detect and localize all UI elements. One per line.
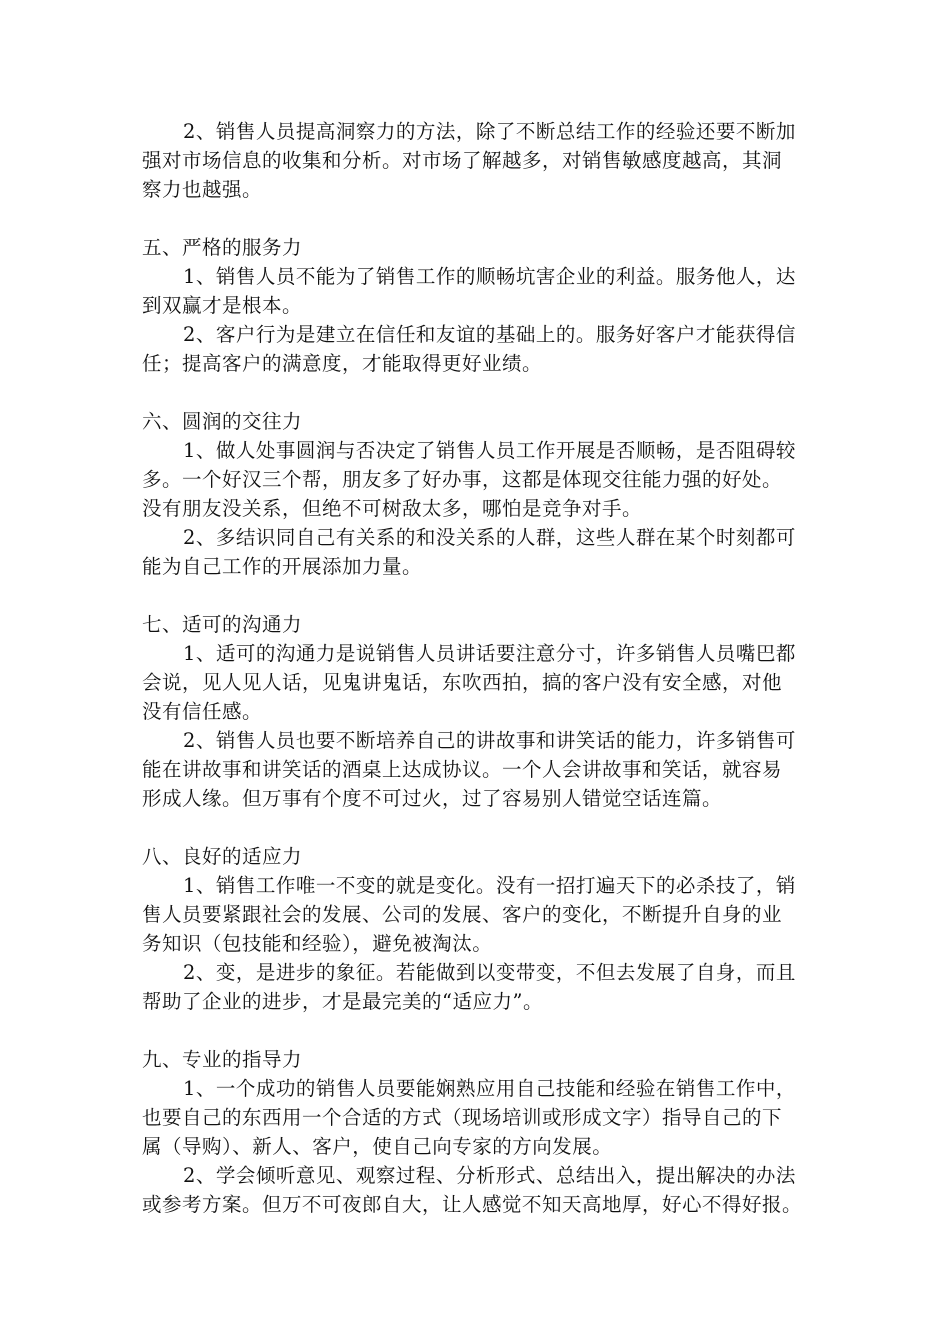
paragraph-line: 强对市场信息的收集和分析。对市场了解越多，对销售敏感度越高，其洞 bbox=[142, 149, 783, 172]
paragraph-line: 2、变，是进步的象征。若能做到以变带变，不但去发展了自身，而且 bbox=[183, 961, 796, 984]
paragraph-line: 2、学会倾听意见、观察过程、分析形式、总结出入，提出解决的办法 bbox=[183, 1164, 796, 1187]
paragraph-line: 1、做人处事圆润与否决定了销售人员工作开展是否顺畅，是否阻碍较 bbox=[183, 439, 796, 462]
section-adaptability bbox=[142, 842, 810, 1016]
paragraph-line: 2、多结识同自己有关系的和没关系的人群，这些人群在某个时刻都可 bbox=[183, 526, 796, 549]
paragraph-line: 没有信任感。 bbox=[142, 700, 263, 723]
section-social bbox=[142, 407, 810, 581]
paragraph bbox=[142, 1074, 810, 1161]
paragraph bbox=[142, 523, 810, 581]
paragraph-line: 没有朋友没关系，但绝不可树敌太多，哪怕是竞争对手。 bbox=[142, 497, 643, 520]
paragraph-line: 能在讲故事和讲笑话的酒桌上达成协议。一个人会讲故事和笑话，就容易 bbox=[142, 758, 783, 781]
paragraph-line: 任；提高客户的满意度，才能取得更好业绩。 bbox=[142, 352, 543, 375]
paragraph-line: 2、客户行为是建立在信任和友谊的基础上的。服务好客户才能获得信 bbox=[183, 323, 796, 346]
paragraph-line: 帮助了企业的进步，才是最完美的“适应力”。 bbox=[142, 990, 543, 1013]
paragraph-line: 能为自己工作的开展添加力量。 bbox=[142, 555, 423, 578]
paragraph-line: 1、销售人员不能为了销售工作的顺畅坑害企业的利益。服务他人，达 bbox=[183, 265, 796, 288]
section-heading: 八、良好的适应力 bbox=[142, 845, 303, 868]
paragraph-line: 形成人缘。但万事有个度不可过火，过了容易别人错觉空话连篇。 bbox=[142, 787, 723, 810]
paragraph bbox=[142, 262, 810, 320]
paragraph bbox=[142, 1161, 810, 1219]
section-heading: 五、严格的服务力 bbox=[142, 236, 303, 259]
section-guidance bbox=[142, 1045, 810, 1219]
paragraph-line: 务知识（包技能和经验），避免被淘汰。 bbox=[142, 932, 493, 955]
paragraph-line: 也要自己的东西用一个合适的方式（现场培训或形成文字）指导自己的下 bbox=[142, 1106, 783, 1129]
paragraph bbox=[142, 871, 810, 958]
document-body bbox=[142, 117, 810, 1219]
paragraph-line: 多。一个好汉三个帮，朋友多了好办事，这都是体现交往能力强的好处。 bbox=[142, 468, 783, 491]
paragraph-line: 1、销售工作唯一不变的就是变化。没有一招打遍天下的必杀技了，销 bbox=[183, 874, 796, 897]
paragraph-line: 1、一个成功的销售人员要能娴熟应用自己技能和经验在销售工作中， bbox=[183, 1077, 796, 1100]
paragraph bbox=[142, 958, 810, 1016]
section-communication bbox=[142, 610, 810, 813]
paragraph-line: 2、销售人员也要不断培养自己的讲故事和讲笑话的能力，许多销售可 bbox=[183, 729, 796, 752]
paragraph-line: 到双赢才是根本。 bbox=[142, 294, 303, 317]
paragraph-line: 售人员要紧跟社会的发展、公司的发展、客户的变化，不断提升自身的业 bbox=[142, 903, 783, 926]
paragraph bbox=[142, 726, 810, 813]
paragraph bbox=[142, 320, 810, 378]
section-heading: 六、圆润的交往力 bbox=[142, 410, 303, 433]
paragraph bbox=[142, 436, 810, 523]
section-heading: 九、专业的指导力 bbox=[142, 1048, 303, 1071]
paragraph-line: 1、适可的沟通力是说销售人员讲话要注意分寸，许多销售人员嘴巴都 bbox=[183, 642, 796, 665]
paragraph-line: 察力也越强。 bbox=[142, 178, 263, 201]
paragraph-line: 2、销售人员提高洞察力的方法，除了不断总结工作的经验还要不断加 bbox=[183, 120, 796, 143]
paragraph-line: 或参考方案。但万不可夜郎自大，让人感觉不知天高地厚，好心不得好报。 bbox=[142, 1193, 803, 1216]
paragraph-line: 会说，见人见人话，见鬼讲鬼话，东吹西拍，搞的客户没有安全感，对他 bbox=[142, 671, 783, 694]
paragraph bbox=[142, 639, 810, 726]
section-heading: 七、适可的沟通力 bbox=[142, 613, 303, 636]
intro-paragraph bbox=[142, 117, 810, 204]
paragraph-line: 属（导购）、新人、客户，使自己向专家的方向发展。 bbox=[142, 1135, 613, 1158]
section-service bbox=[142, 233, 810, 378]
